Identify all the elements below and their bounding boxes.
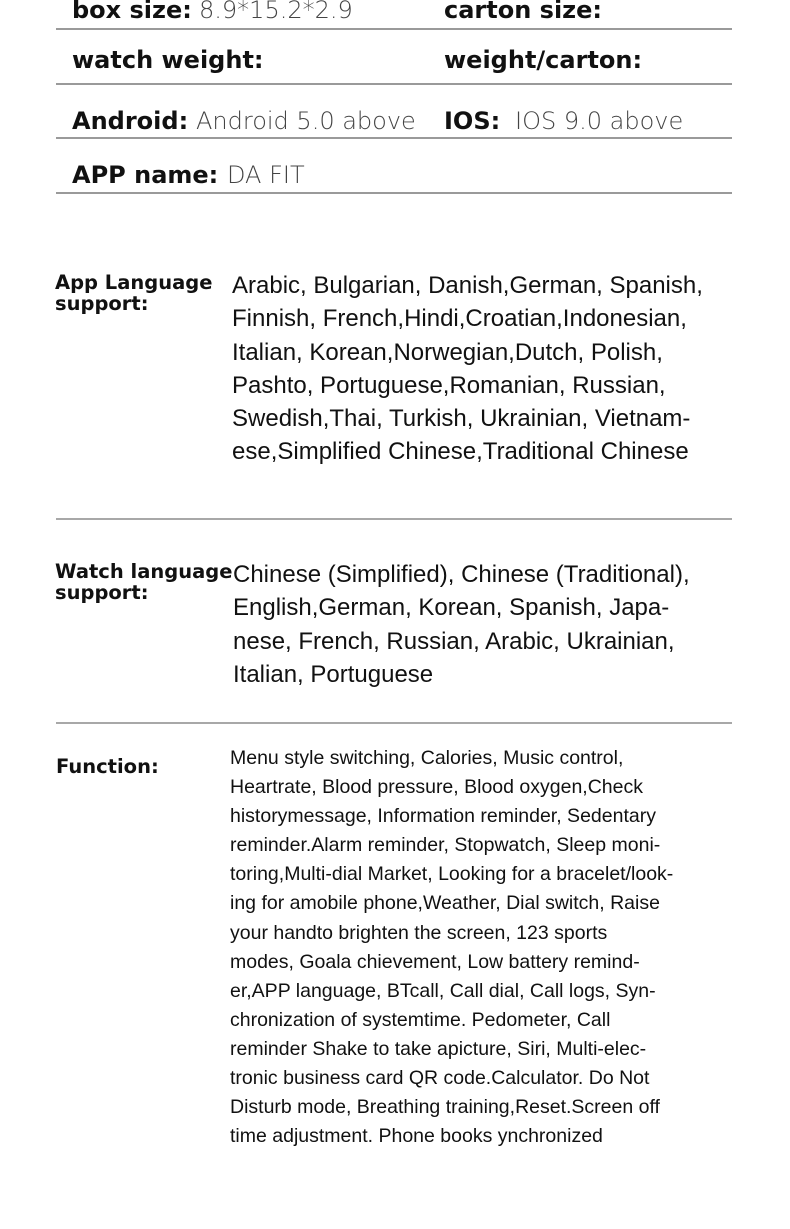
watch-language-line: Italian, Portuguese [233, 660, 434, 688]
function-line: modes, Goala chievement, Low battery remind- [230, 950, 640, 973]
carton-size-label: carton size: [444, 0, 603, 24]
function-line: tronic business card QR code.Calculator. Do Not [230, 1067, 650, 1090]
function-line: er,APP language, BTcall, Call dial, Call logs, Syn- [230, 979, 656, 1002]
watch-language-line: English,German, Korean, Spanish, Japa- [233, 594, 670, 622]
app-language-label-line1: App Language [55, 271, 213, 294]
ios-label: IOS: [444, 107, 501, 135]
app-name-value: DA FIT [227, 161, 305, 189]
box-size-value: 8.9*15.2*2.9 [199, 0, 353, 24]
ios-value: IOS 9.0 above [515, 107, 684, 135]
function-line: historymessage, Information reminder, Sedentary [230, 805, 656, 828]
divider [56, 28, 732, 30]
function-line: time adjustment. Phone books ynchronized [230, 1125, 603, 1148]
watch-weight-label: watch weight: [72, 46, 264, 74]
watch-language-list [233, 558, 690, 691]
watch-language-label-line1: Watch language [55, 560, 233, 583]
weight-carton-label: weight/carton: [444, 46, 643, 74]
divider [56, 137, 732, 139]
watch-language-label [55, 561, 232, 603]
app-language-label-line2: support: [55, 292, 149, 315]
app-language-line: ese,Simplified Chinese,Traditional Chinese [232, 438, 689, 466]
watch-language-line: Chinese (Simplified), Chinese (Traditional), [233, 561, 690, 588]
box-size-label: box size: [72, 0, 192, 24]
app-language-line: Finnish, French,Hindi,Croatian,Indonesian, [232, 305, 687, 333]
function-line: chronization of systemtime. Pedometer, Call [230, 1008, 611, 1031]
app-language-line: Arabic, Bulgarian, Danish,German, Spanish, [232, 272, 703, 299]
function-line: ing for amobile phone,Weather, Dial switch, Raise [230, 892, 660, 915]
app-language-list [232, 269, 703, 469]
function-line: Menu style switching, Calories, Music control, [230, 747, 624, 769]
app-language-line: Pashto, Portuguese,Romanian, Russian, [232, 371, 666, 399]
function-line: reminder Shake to take apicture, Siri, Multi-elec- [230, 1037, 647, 1060]
app-name-label: APP name: [72, 161, 219, 189]
android-label: Android: [72, 107, 189, 135]
app-language-line: Italian, Korean,Norwegian,Dutch, Polish, [232, 338, 663, 366]
function-line: reminder.Alarm reminder, Stopwatch, Sleep moni- [230, 834, 661, 857]
function-line: your handto brighten the screen, 123 sports [230, 921, 608, 944]
android-value: Android 5.0 above [196, 107, 416, 135]
function-list [230, 744, 673, 1151]
divider [56, 518, 732, 520]
watch-language-line: nese, French, Russian, Arabic, Ukrainian, [233, 627, 675, 655]
app-language-line: Swedish,Thai, Turkish, Ukrainian, Vietnam- [232, 405, 691, 433]
divider [56, 83, 732, 85]
function-line: toring,Multi-dial Market, Looking for a bracelet/look- [230, 863, 674, 886]
function-label: Function: [56, 755, 159, 778]
divider [56, 192, 732, 194]
app-language-label [55, 272, 212, 314]
watch-language-label-line2: support: [55, 581, 149, 604]
function-line: Disturb mode, Breathing training,Reset.Screen off [230, 1096, 660, 1119]
function-line: Heartrate, Blood pressure, Blood oxygen,Check [230, 776, 643, 799]
divider [56, 722, 732, 724]
